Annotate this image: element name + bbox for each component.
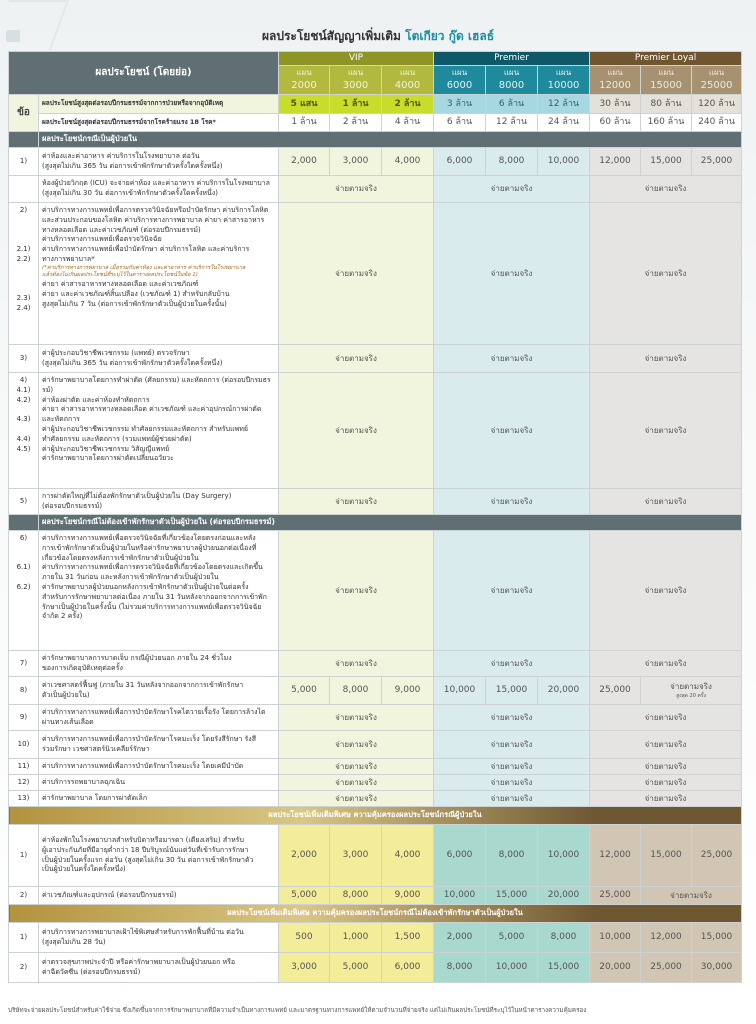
limit-row [9, 114, 742, 132]
cell-value: 5,000 [279, 677, 330, 705]
cell-value: 10,000 [486, 953, 538, 983]
plan-3000: แผน 3000 [330, 66, 382, 95]
row-number: 10) [9, 731, 39, 759]
limit-value: 12 ล้าน [538, 95, 590, 114]
cell-value: 10,000 [434, 887, 486, 905]
limit-value: 3 ล้าน [434, 95, 486, 114]
row-description: ค่าเวชภัณฑ์และอุปกรณ์ (ต่อรอบปีกรมธรรม์) [39, 887, 279, 905]
limit-value: 120 ล้าน [692, 95, 742, 114]
table-row [9, 825, 742, 887]
footnote: บริษัทจะจ่ายผลประโยชน์สำหรับค่าใช้จ่าย ซึ่งเกิดขึ้นจากการรักษาพยาบาลที่มีความจำเป็นทางการแพทย์ และมาตรฐานทางการแพทย์ให้ตามจำนวนที่จ่ายจริง แต่ไม่เกินผลประโยชน์ที่ระบุไว้ในหน้าตารางความคุ้มครอง [8, 1007, 587, 1014]
cell-value: 2,000 [279, 825, 330, 887]
row-description: ค่าบริการรถพยาบาลฉุกเฉิน [39, 775, 279, 791]
table-row [9, 731, 742, 759]
benefit-column-header: ผลประโยชน์ (โดยย่อ) [9, 52, 279, 95]
pay-actual-loyal: จ่ายตามจริง [590, 731, 742, 759]
cell-value: 6,000 [434, 148, 486, 176]
limit-label: ผลประโยชน์สูงสุดต่อรอบปีกรมธรรม์จากการป่วยหรือจากอุบัติเหตุ [39, 95, 279, 114]
cell-value: 12,000 [590, 825, 641, 887]
limit-value: 6 ล้าน [434, 114, 486, 132]
row-number: 13) [9, 791, 39, 807]
pay-actual-vip: จ่ายตามจริง [279, 731, 434, 759]
pay-actual-premier: จ่ายตามจริง [434, 651, 590, 677]
pay-actual-loyal: จ่ายตามจริง [590, 705, 742, 731]
cell-value: 1,500 [382, 923, 434, 953]
table-row [9, 531, 742, 651]
limit-value: 160 ล้าน [641, 114, 692, 132]
table-row [9, 791, 742, 807]
limit-label: ผลประโยชน์สูงสุดต่อรอบปีกรมธรรม์จากโรคร้ายแรง 18 โรค* [39, 114, 279, 132]
pay-actual-premier: จ่ายตามจริง [434, 176, 590, 203]
cell-value: 20,000 [538, 887, 590, 905]
table-row [9, 775, 742, 791]
cell-value: 2,000 [279, 148, 330, 176]
section-title: ผลประโยชน์กรณีไม่ต้องเข้าพักรักษาตัวเป็นผู้ป่วยใน (ต่อรอบปีกรมธรรม์) [39, 515, 742, 531]
pay-actual-vip: จ่ายตามจริง [279, 373, 434, 489]
table-row [9, 677, 742, 705]
page-title [0, 27, 756, 46]
cell-value: 3,000 [330, 148, 382, 176]
pay-actual-vip: จ่ายตามจริง [279, 791, 434, 807]
row-number: 7) [9, 651, 39, 677]
cell-value: 15,000 [641, 825, 692, 887]
row-number: 6) 6.1) 6.2) [9, 531, 39, 651]
pay-actual-premier: จ่ายตามจริง [434, 791, 590, 807]
pay-actual-loyal: จ่ายตามจริง [590, 651, 742, 677]
row-number: 5) [9, 489, 39, 515]
limit-value: 60 ล้าน [590, 114, 641, 132]
benefits-table [8, 51, 742, 983]
cell-value: 5,000 [486, 923, 538, 953]
cell-value: 25,000 [692, 825, 742, 887]
pay-actual-loyal: จ่ายตามจริง [590, 345, 742, 373]
cell-value: 5,000 [279, 887, 330, 905]
table-row [9, 176, 742, 203]
row-number: 9) [9, 705, 39, 731]
cell-value: 12,000 [590, 148, 641, 176]
section-title: ผลประโยชน์กรณีเป็นผู้ป่วยใน [39, 132, 742, 148]
row-number: 3) [9, 345, 39, 373]
pay-actual-loyal: จ่ายตามจริง [590, 373, 742, 489]
cell-value: 3,000 [330, 825, 382, 887]
row-description: ค่ารักษาพยาบาล โดยการผ่าตัดเล็ก [39, 791, 279, 807]
limit-value: 2 ล้าน [382, 95, 434, 114]
cell-value: 8,000 [486, 825, 538, 887]
row-description: ห้องผู้ป่วยวิกฤต (ICU) จะจ่ายค่าห้อง และค่าอาหาร ค่าบริการในโรงพยาบาล (สูงสุดไม่เกิน 30 วัน ต่อการเข้าพักรักษาตัวครั้งใดครั้งหนึ่ง) [39, 176, 279, 203]
pay-actual-loyal: จ่ายตามจริง [590, 176, 742, 203]
table-row [9, 489, 742, 515]
limit-value: 6 ล้าน [486, 95, 538, 114]
limit-value: 80 ล้าน [641, 95, 692, 114]
cell-value: 2,000 [434, 923, 486, 953]
cell-value: 15,000 [486, 887, 538, 905]
cell-value: 25,000 [590, 677, 641, 705]
cell-value: 6,000 [434, 825, 486, 887]
plan-12000: แผน 12000 [590, 66, 641, 95]
limit-value: 30 ล้าน [590, 95, 641, 114]
cell-value: 5,000 [330, 953, 382, 983]
pay-actual-loyal: จ่ายตามจริง สูงสุด 20 ครั้ง [641, 677, 742, 705]
pay-actual-loyal: จ่ายตามจริง [590, 531, 742, 651]
table-row [9, 148, 742, 176]
table-row [9, 887, 742, 905]
pay-actual-vip: จ่ายตามจริง [279, 345, 434, 373]
row-description: ค่าห้องพักในโรงพยาบาลสำหรับบิดาหรือมารดา (เตียงเสริม) สำหรับ ผู้เอาประกันภัยที่มีอายุต่ำกว่า 18 ปีบริบูรณ์นับแต่วันที่เข้ารับการรักษา เป็นผู้ป่วยในครั้งแรก ต่อวัน (สูงสุดไม่เกิน 30 วัน ต่อการเข้าพักรักษาตัว เป็นผู้ป่วยในครั้งใดครั้งหนึ่ง) [39, 825, 279, 887]
section-header-outpatient [9, 515, 742, 531]
pay-actual-vip: จ่ายตามจริง [279, 759, 434, 775]
limit-value: 24 ล้าน [538, 114, 590, 132]
table-row [9, 953, 742, 983]
cell-value: 15,000 [692, 923, 742, 953]
pay-actual-premier: จ่ายตามจริง [434, 759, 590, 775]
cell-value: 30,000 [692, 953, 742, 983]
section-header-inpatient [9, 132, 742, 148]
cell-value: 10,000 [538, 148, 590, 176]
row-description: ค่าบริการทางการแพทย์เพื่อการตรวจวินิจฉัยหรือบำบัดรักษา ค่าบริการโลหิต และส่วนประกอบของโลหิต ค่าบริการทางการพยาบาล ค่ายา ค่าสารอาหาร ทางหลอดเลือด และค่าเวชภัณฑ์ (ต่อรอบปีกรมธรรม์) ค่าบริการทางการแพทย์เพื่อตรวจวินิจฉัย ค่าบริการทางการแพทย์เพื่อบำบัดรักษา ค่าบริการโลหิต และค่าบริการ ทางการพยาบาล* (*ค่าบริการทางการพยาบาล เมื่อรวมกับค่าห้อง และค่าอาหาร ค่าบริการในโรงพยาบาล แล้วต้องไม่เกินผลประโยชน์ที่ระบุไว้ในตารางผลประโยชน์ในข้อ 1) ค่ายา ค่าสารอาหารทางหลอดเลือด และค่าเวชภัณฑ์ ค่ายา และค่าเวชภัณฑ์สิ้นเปลือง (เวชภัณฑ์ 1) สำหรับกลับบ้าน สูงสุดไม่เกิน 7 วัน (ต่อการเข้าพักรักษาตัวเป็นผู้ป่วยในครั้งนั้น) [39, 203, 279, 345]
tier-premier: Premier [434, 52, 590, 66]
cell-value: 8,000 [330, 677, 382, 705]
plan-4000: แผน 4000 [382, 66, 434, 95]
cell-value: 10,000 [538, 825, 590, 887]
pay-actual-loyal: จ่ายตามจริง [590, 203, 742, 345]
cell-value: 9,000 [382, 887, 434, 905]
row-description: ค่ารักษาพยาบาลการบาดเจ็บ กรณีผู้ป่วยนอก ภายใน 24 ชั่วโมง ของการเกิดอุบัติเหตุต่อครั้ง [39, 651, 279, 677]
row-number: 4) 4.1) 4.2) 4.3) 4.4) 4.5) [9, 373, 39, 489]
limit-value: 5 แสน [279, 95, 330, 114]
row-description: ค่าบริการทางการพยาบาลเฝ้าไข้พิเศษสำหรับการพักฟื้นที่บ้าน ต่อวัน (สูงสุดไม่เกิน 28 วัน) [39, 923, 279, 953]
cell-value: 10,000 [434, 677, 486, 705]
row-number: 8) [9, 677, 39, 705]
row-description: ค่ารักษาพยาบาลโดยการทำผ่าตัด (ศัลยกรรม) และหัตถการ (ต่อรอบปีกรมธรรม์) ค่าห้องผ่าตัด และค่าห้องทำหัตถการ ค่ายา ค่าสารอาหารทางหลอดเลือด ค่าเวชภัณฑ์ และค่าอุปกรณ์การผ่าตัด และหัตถการ ค่าผู้ประกอบวิชาชีพเวชกรรม ทำศัลยกรรมและหัตถการ สำหรับแพทย์ ทำศัลยกรรม และหัตถการ (รวมแพทย์ผู้ช่วยผ่าตัด) ค่าผู้ประกอบวิชาชีพเวชกรรม วิสัญญีแพทย์ ค่ารักษาพยาบาลโดยการผ่าตัดเปลี่ยนอวัยวะ [39, 373, 279, 489]
row-description: ค่าบริการทางการแพทย์เพื่อการบำบัดรักษาโรคมะเร็ง โดยรังสีรักษา รังสี ร่วมรักษา เวชศาสตร์นิวเคลียร์รักษา [39, 731, 279, 759]
pay-actual-premier: จ่ายตามจริง [434, 775, 590, 791]
table-row [9, 203, 742, 345]
pay-actual-loyal: จ่ายตามจริง [590, 759, 742, 775]
row-description: ค่าตรวจสุขภาพประจำปี หรือค่ารักษาพยาบาลเป็นผู้ป่วยนอก หรือ ค่าฉีดวัคซีน (ต่อรอบปีกรมธรรม์) [39, 953, 279, 983]
cell-value: 20,000 [538, 677, 590, 705]
row-number: 12) [9, 775, 39, 791]
plan-15000: แผน 15000 [641, 66, 692, 95]
cell-value: 500 [279, 923, 330, 953]
row-description: ค่าบริการทางการแพทย์เพื่อการบำบัดรักษาโรคมะเร็ง โดยเคมีบำบัด [39, 759, 279, 775]
section-header-extra-outpatient [9, 905, 742, 923]
plan-10000: แผน 10000 [538, 66, 590, 95]
pay-actual-premier: จ่ายตามจริง [434, 345, 590, 373]
cell-value: 20,000 [590, 953, 641, 983]
cell-value: 25,000 [692, 148, 742, 176]
title-brand: โตเกียว กู๊ด เฮลธ์ [405, 29, 495, 43]
tier-premier-loyal: Premier Loyal [590, 52, 742, 66]
limit-value: 12 ล้าน [486, 114, 538, 132]
row-number: 1) [9, 148, 39, 176]
table-row [9, 373, 742, 489]
pay-actual-loyal: จ่ายตามจริง [590, 775, 742, 791]
title-main: ผลประโยชน์สัญญาเพิ่มเติม [261, 29, 401, 43]
table-row [9, 651, 742, 677]
row-number: 2) [9, 953, 39, 983]
row-number: 1) [9, 923, 39, 953]
cell-value: 10,000 [590, 923, 641, 953]
row-description: ค่าเวชศาสตร์ฟื้นฟู (ภายใน 31 วันหลังจากออกจากการเข้าพักรักษา ตัวเป็นผู้ป่วยใน) [39, 677, 279, 705]
cell-value: 6,000 [382, 953, 434, 983]
row-description: ค่าบริการทางการแพทย์เพื่อการบำบัดรักษาโรคไตวายเรื้อรัง โดยการล้างไต ผ่านทางเส้นเลือด [39, 705, 279, 731]
row-number: 11) [9, 759, 39, 775]
plan-6000: แผน 6000 [434, 66, 486, 95]
cell-value: 4,000 [382, 148, 434, 176]
pay-actual-premier: จ่ายตามจริง [434, 705, 590, 731]
cell-value: 15,000 [641, 148, 692, 176]
cell-value: 3,000 [279, 953, 330, 983]
row-description: ค่าบริการทางการแพทย์เพื่อตรวจวินิจฉัยที่เกี่ยวข้องโดยตรงก่อนและหลัง การเข้าพักรักษาตัวเป็นผู้ป่วยในหรือค่ารักษาพยาบาลผู้ป่วยนอกต่อเนื่องที่ เกี่ยวข้องโดยตรงหลังการเข้าพักรักษาตัวเป็นผู้ป่วยใน ค่าบริการทางการแพทย์เพื่อการตรวจวินิจฉัยที่เกี่ยวข้องโดยตรงและเกิดขึ้น ภายใน 31 วันก่อน และหลังการเข้าพักรักษาตัวเป็นผู้ป่วยใน ค่ารักษาพยาบาลผู้ป่วยนอกหลังการเข้าพักรักษาตัวเป็นผู้ป่วยในต่อครั้ง สำหรับการรักษาพยาบาลต่อเนื่อง ภายใน 31 วันหลังจากออกจากการเข้าพัก รักษาเป็นผู้ป่วยในครั้งนั้น (ไม่รวมค่าบริการทางการแพทย์เพื่อตรวจวินิจฉัย จำกัด 2 ครั้ง) [39, 531, 279, 651]
cell-value: 12,000 [641, 923, 692, 953]
pay-actual-loyal: จ่ายตามจริง [590, 791, 742, 807]
cell-value: 15,000 [538, 953, 590, 983]
pay-actual-premier: จ่ายตามจริง [434, 731, 590, 759]
row-number: 2) [9, 887, 39, 905]
cell-value: 9,000 [382, 677, 434, 705]
pay-actual-vip: จ่ายตามจริง [279, 489, 434, 515]
cell-value: 8,000 [538, 923, 590, 953]
cell-value: 25,000 [590, 887, 641, 905]
pay-actual-loyal: จ่ายตามจริง [590, 489, 742, 515]
cell-value: 25,000 [641, 953, 692, 983]
plan-2000: แผน 2000 [279, 66, 330, 95]
limit-row [9, 95, 742, 114]
section-title: ผลประโยชน์เพิ่มเติมพิเศษ ความคุ้มครองผลประโยชน์กรณีผู้ป่วยใน [9, 807, 742, 825]
cell-value: 8,000 [330, 887, 382, 905]
pay-actual-vip: จ่ายตามจริง [279, 705, 434, 731]
pay-actual-vip: จ่ายตามจริง [279, 203, 434, 345]
row-number: 1) [9, 825, 39, 887]
limit-value: 4 ล้าน [382, 114, 434, 132]
table-row [9, 923, 742, 953]
table-row [9, 759, 742, 775]
limit-value: 240 ล้าน [692, 114, 742, 132]
plan-8000: แผน 8000 [486, 66, 538, 95]
row-number: 2) 2.1) 2.2) 2.3) 2.4) [9, 203, 39, 345]
cell-value: 15,000 [486, 677, 538, 705]
pay-actual-loyal: จ่ายตามจริง [641, 887, 742, 905]
pay-actual-vip: จ่ายตามจริง [279, 176, 434, 203]
pay-actual-premier: จ่ายตามจริง [434, 203, 590, 345]
pay-actual-premier: จ่ายตามจริง [434, 531, 590, 651]
pay-actual-premier: จ่ายตามจริง [434, 489, 590, 515]
pay-actual-vip: จ่ายตามจริง [279, 531, 434, 651]
row-description: การผ่าตัดใหญ่ที่ไม่ต้องพักรักษาตัวเป็นผู้ป่วยใน (Day Surgery) (ต่อรอบปีกรมธรรม์) [39, 489, 279, 515]
pay-actual-vip: จ่ายตามจริง [279, 775, 434, 791]
tier-vip: VIP [279, 52, 434, 66]
section-header-extra-inpatient [9, 807, 742, 825]
cell-value: 4,000 [382, 825, 434, 887]
table-row [9, 705, 742, 731]
cell-value: 8,000 [434, 953, 486, 983]
limit-value: 1 ล้าน [330, 95, 382, 114]
row-description: ค่าผู้ประกอบวิชาชีพเวชกรรม (แพทย์) ตรวจรักษา (สูงสุดไม่เกิน 365 วัน ต่อการเข้าพักรักษาตัวครั้งใดครั้งหนึ่ง) [39, 345, 279, 373]
limit-value: 1 ล้าน [279, 114, 330, 132]
side-label: ข้อ [9, 95, 39, 132]
cell-value: 1,000 [330, 923, 382, 953]
plan-25000: แผน 25000 [692, 66, 742, 95]
pay-actual-vip: จ่ายตามจริง [279, 651, 434, 677]
limit-value: 2 ล้าน [330, 114, 382, 132]
row-description: ค่าห้องและค่าอาหาร ค่าบริการในโรงพยาบาล ต่อวัน (สูงสุดไม่เกิน 365 วัน ต่อการเข้าพักรักษาตัวครั้งใดครั้งหนึ่ง) [39, 148, 279, 176]
table-row [9, 345, 742, 373]
cell-value: 8,000 [486, 148, 538, 176]
section-title: ผลประโยชน์เพิ่มเติมพิเศษ ความคุ้มครองผลประโยชน์กรณีไม่ต้องเข้าพักรักษาตัวเป็นผู้ป่วยใน [9, 905, 742, 923]
pay-actual-premier: จ่ายตามจริง [434, 373, 590, 489]
